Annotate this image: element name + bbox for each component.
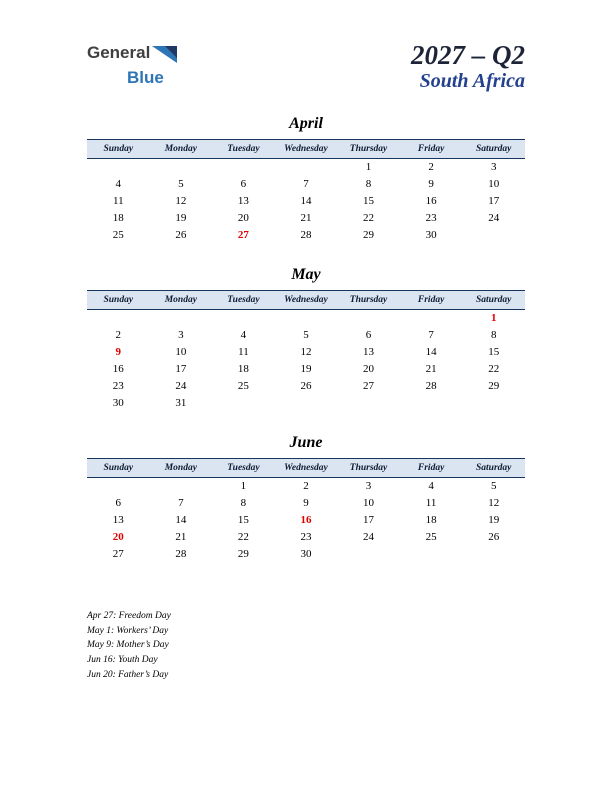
- day-cell: 18: [112, 211, 124, 224]
- day-cell: 4: [428, 479, 434, 492]
- day-cell: 17: [363, 513, 375, 526]
- holiday-list: [87, 611, 525, 682]
- week-row: [87, 158, 525, 176]
- holiday-entry: Jun 20: Father’s Day: [87, 670, 169, 681]
- day-cell: 5: [490, 479, 497, 492]
- day-cell: 23: [425, 211, 437, 224]
- day-cell: 7: [178, 496, 184, 509]
- day-cell: 13: [237, 194, 249, 207]
- day-cell: 19: [175, 211, 187, 224]
- empty-cell: [87, 477, 150, 495]
- day-cell: 1: [490, 311, 497, 324]
- week-row: [87, 327, 525, 344]
- empty-cell: [462, 546, 525, 563]
- day-cell: 22: [488, 362, 500, 375]
- holiday-entry: May 9: Mother’s Day: [87, 640, 169, 651]
- day-cell: 27: [237, 228, 249, 241]
- week-row: [87, 395, 525, 412]
- month-title: May: [291, 265, 321, 283]
- day-header: Sunday: [87, 458, 150, 477]
- day-cell: 29: [237, 547, 249, 560]
- day-cell: 5: [303, 328, 309, 341]
- day-header: Sunday: [87, 139, 150, 158]
- day-header: Wednesday: [275, 139, 338, 158]
- day-cell: 14: [425, 345, 437, 358]
- day-cell: 13: [363, 345, 375, 358]
- day-cell: 17: [175, 362, 187, 375]
- week-row: [87, 495, 525, 512]
- day-cell: 30: [300, 547, 312, 560]
- holiday-entry: May 1: Workers’ Day: [87, 625, 169, 636]
- day-cell: 24: [175, 379, 187, 392]
- week-row: [87, 176, 525, 193]
- day-cell: 23: [300, 530, 312, 543]
- day-cell: 10: [363, 496, 375, 509]
- day-header: Sunday: [87, 290, 150, 309]
- empty-cell: [150, 477, 213, 495]
- day-cell: 27: [112, 547, 124, 560]
- day-header: Saturday: [462, 139, 525, 158]
- empty-cell: [212, 395, 275, 412]
- day-cell: 25: [237, 379, 249, 392]
- day-cell: 15: [488, 345, 500, 358]
- empty-cell: [462, 227, 525, 244]
- day-cell: 12: [300, 345, 312, 358]
- week-row: [87, 309, 525, 327]
- day-header: Monday: [150, 458, 213, 477]
- day-cell: 20: [237, 211, 249, 224]
- day-header: Friday: [400, 139, 463, 158]
- month-may: [87, 266, 525, 412]
- day-header: Tuesday: [212, 290, 275, 309]
- empty-cell: [400, 395, 463, 412]
- day-cell: 28: [300, 228, 312, 241]
- day-header: Thursday: [337, 290, 400, 309]
- region-title: South Africa: [419, 70, 525, 93]
- day-cell: 2: [303, 479, 309, 492]
- day-cell: 1: [365, 160, 372, 173]
- day-cell: 15: [237, 513, 249, 526]
- empty-cell: [275, 309, 338, 327]
- empty-cell: [150, 309, 213, 327]
- month-table: [87, 290, 525, 412]
- empty-cell: [337, 395, 400, 412]
- page-header: [87, 40, 525, 93]
- day-cell: 23: [112, 379, 124, 392]
- day-cell: 17: [488, 194, 500, 207]
- month-table: [87, 458, 525, 563]
- day-cell: 30: [112, 396, 124, 409]
- day-cell: 12: [175, 194, 187, 207]
- month-title: April: [289, 114, 323, 132]
- day-cell: 6: [365, 328, 372, 341]
- day-header: Saturday: [462, 290, 525, 309]
- day-cell: 29: [363, 228, 375, 241]
- week-row: [87, 344, 525, 361]
- day-cell: 26: [300, 379, 312, 392]
- day-header: Tuesday: [212, 458, 275, 477]
- day-cell: 11: [238, 345, 249, 358]
- empty-cell: [462, 395, 525, 412]
- empty-cell: [87, 158, 150, 176]
- empty-cell: [275, 395, 338, 412]
- empty-cell: [337, 546, 400, 563]
- week-row: [87, 546, 525, 563]
- week-row: [87, 361, 525, 378]
- quarter-title: 2027 – Q2: [411, 40, 525, 70]
- day-cell: 20: [363, 362, 375, 375]
- empty-cell: [400, 309, 463, 327]
- day-cell: 25: [425, 530, 437, 543]
- week-row: [87, 193, 525, 210]
- day-cell: 3: [365, 479, 372, 492]
- day-cell: 29: [488, 379, 500, 392]
- day-cell: 16: [112, 362, 124, 375]
- day-cell: 26: [488, 530, 500, 543]
- day-cell: 10: [488, 177, 500, 190]
- day-cell: 4: [240, 328, 247, 341]
- day-cell: 22: [363, 211, 375, 224]
- day-cell: 5: [178, 177, 184, 190]
- week-row: [87, 529, 525, 546]
- day-cell: 15: [363, 194, 375, 207]
- day-cell: 4: [115, 177, 122, 190]
- day-header: Thursday: [337, 458, 400, 477]
- day-cell: 9: [115, 345, 122, 358]
- months-container: [87, 115, 525, 563]
- holiday-entry: Jun 16: Youth Day: [87, 655, 158, 666]
- day-cell: 8: [365, 177, 372, 190]
- holiday-entry: Apr 27: Freedom Day: [87, 610, 171, 621]
- day-cell: 24: [363, 530, 375, 543]
- day-header: Friday: [400, 458, 463, 477]
- day-cell: 19: [488, 513, 500, 526]
- day-cell: 18: [237, 362, 249, 375]
- empty-cell: [400, 546, 463, 563]
- day-cell: 24: [488, 211, 500, 224]
- day-cell: 11: [112, 194, 124, 207]
- day-cell: 14: [175, 513, 187, 526]
- day-cell: 10: [175, 345, 187, 358]
- week-row: [87, 227, 525, 244]
- day-cell: 9: [303, 496, 309, 509]
- day-cell: 30: [425, 228, 437, 241]
- month-april: [87, 115, 525, 244]
- month-june: [87, 434, 525, 563]
- day-header: Tuesday: [212, 139, 275, 158]
- week-row: [87, 378, 525, 395]
- day-cell: 1: [240, 479, 247, 492]
- empty-cell: [212, 309, 275, 327]
- day-cell: 7: [303, 177, 309, 190]
- title-block: [411, 40, 525, 93]
- day-cell: 7: [428, 328, 434, 341]
- month-title: June: [289, 433, 323, 451]
- day-cell: 6: [115, 496, 122, 509]
- day-cell: 16: [425, 194, 437, 207]
- day-cell: 21: [175, 530, 187, 543]
- logo-text-blue: Blue: [127, 67, 164, 87]
- day-cell: 3: [490, 160, 497, 173]
- day-header: Wednesday: [275, 290, 338, 309]
- day-cell: 21: [425, 362, 437, 375]
- day-cell: 12: [488, 496, 500, 509]
- day-cell: 28: [175, 547, 187, 560]
- week-row: [87, 210, 525, 227]
- day-cell: 2: [428, 160, 434, 173]
- day-header: Wednesday: [275, 458, 338, 477]
- month-table: [87, 139, 525, 244]
- day-cell: 16: [300, 513, 312, 526]
- day-cell: 26: [175, 228, 187, 241]
- day-cell: 20: [112, 530, 124, 543]
- day-cell: 3: [178, 328, 184, 341]
- day-header: Saturday: [462, 458, 525, 477]
- empty-cell: [212, 158, 275, 176]
- day-cell: 9: [428, 177, 434, 190]
- day-cell: 27: [363, 379, 375, 392]
- day-header: Thursday: [337, 139, 400, 158]
- day-cell: 21: [300, 211, 312, 224]
- day-cell: 14: [300, 194, 312, 207]
- day-cell: 13: [112, 513, 124, 526]
- day-header: Monday: [150, 290, 213, 309]
- day-cell: 25: [112, 228, 124, 241]
- day-cell: 19: [300, 362, 312, 375]
- day-header: Friday: [400, 290, 463, 309]
- day-cell: 22: [237, 530, 249, 543]
- day-cell: 8: [240, 496, 247, 509]
- empty-cell: [337, 309, 400, 327]
- day-cell: 18: [425, 513, 437, 526]
- logo-text-general: General: [87, 43, 151, 62]
- day-cell: 11: [425, 496, 437, 509]
- day-cell: 8: [490, 328, 497, 341]
- general-blue-logo: [87, 40, 178, 87]
- empty-cell: [87, 309, 150, 327]
- day-cell: 28: [425, 379, 437, 392]
- day-cell: 2: [115, 328, 122, 341]
- day-cell: 31: [175, 396, 187, 409]
- day-cell: 6: [240, 177, 247, 190]
- week-row: [87, 512, 525, 529]
- empty-cell: [150, 158, 213, 176]
- day-header: Monday: [150, 139, 213, 158]
- week-row: [87, 477, 525, 495]
- empty-cell: [275, 158, 338, 176]
- logo-flag-icon: [152, 45, 178, 69]
